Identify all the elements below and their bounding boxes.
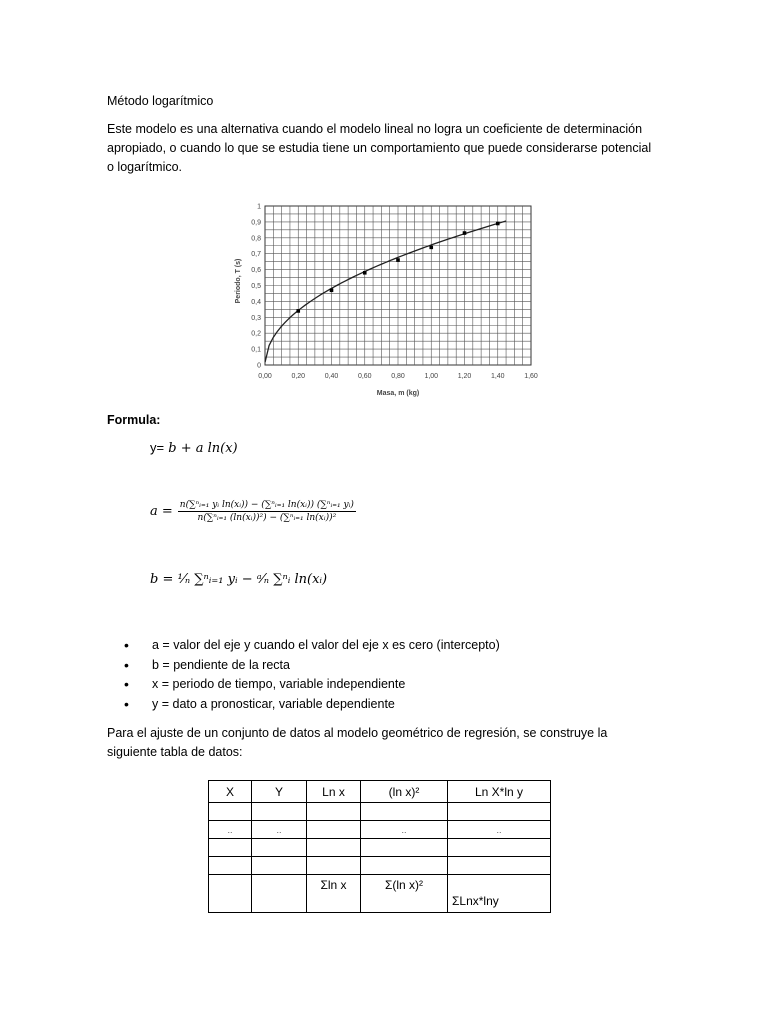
chart-grid: [265, 206, 531, 365]
y-tick-label: 0,1: [251, 346, 261, 354]
ellipsis-cell: ..: [361, 821, 448, 839]
table-row: [209, 857, 551, 875]
list-item: • y = dato a pronosticar, variable dependiente: [124, 695, 500, 715]
x-tick-label: 1,40: [490, 373, 505, 380]
y-tick-label: 1: [257, 203, 261, 211]
header-ln-x-squared: (ln x)²: [361, 781, 448, 803]
formula-a-denominator: n(∑ⁿᵢ₌₁ (ln(xᵢ))²) − (∑ⁿᵢ₌₁ ln(xᵢ))²: [197, 513, 337, 523]
data-point: [330, 288, 334, 292]
y-tick-label: 0,2: [251, 330, 261, 338]
section-title: Método logarítmico: [107, 94, 214, 108]
header-x: X: [209, 781, 252, 803]
data-point: [396, 258, 400, 262]
x-tick-label: 0,20: [291, 373, 306, 380]
intro-line: o logarítmico.: [107, 160, 183, 174]
intro-paragraph: [107, 120, 667, 177]
y-tick-label: 0,5: [251, 283, 261, 290]
x-tick-label: 0,40: [324, 373, 339, 380]
y-tick-label: 0,3: [251, 314, 261, 322]
formula-b: b = ¹⁄ₙ ∑ⁿᵢ₌₁ yᵢ − ᵃ⁄ₙ ∑ⁿᵢ ln(xᵢ): [150, 572, 328, 587]
data-point: [363, 271, 367, 275]
y-tick-label: 0: [257, 362, 261, 370]
list-item: • a = valor del eje y cuando el valor del eje x es cero (intercepto): [124, 636, 500, 656]
ellipsis-cell: ..: [209, 821, 252, 839]
x-tick-label: 0,60: [357, 373, 372, 380]
data-point: [463, 231, 467, 235]
table-row: [209, 821, 551, 839]
x-tick-label: 1,00: [424, 373, 439, 380]
formula-a-lhs: a =: [150, 504, 173, 519]
formula-a: [150, 500, 356, 523]
sum-lnx-lny: ΣLnx*lny: [448, 875, 551, 913]
data-point: [496, 222, 500, 226]
period-mass-chart: [227, 196, 552, 398]
list-item: • x = periodo de tiempo, variable independiente: [124, 675, 500, 695]
y-tick-label: 0,8: [251, 235, 261, 243]
data-point: [296, 309, 300, 313]
variable-definitions-list: [124, 636, 500, 714]
sum-ln-x: Σln x: [307, 875, 361, 913]
table-row: [209, 803, 551, 821]
formula-y: [150, 440, 238, 456]
formula-y-body: b + a ln(x): [168, 441, 238, 456]
list-item: • b = pendiente de la recta: [124, 656, 500, 676]
y-axis-label: Periodo, T (s): [235, 258, 242, 304]
x-tick-label: 0,80: [391, 373, 405, 380]
y-tick-label: 0,6: [251, 267, 261, 275]
y-tick-label: 0,7: [251, 251, 261, 259]
table-intro-line: siguiente tabla de datos:: [107, 745, 243, 759]
x-tick-label: 1,20: [457, 373, 472, 380]
table-header-row: [209, 781, 551, 803]
formula-a-numerator: n(∑ⁿᵢ₌₁ yᵢ ln(xᵢ)) − (∑ⁿᵢ₌₁ ln(xᵢ)) (∑ⁿᵢ₌₁ yᵢ): [179, 500, 354, 510]
data-point: [429, 246, 433, 250]
y-tick-label: 0,4: [251, 298, 261, 306]
data-table: [208, 780, 551, 913]
sum-ln-x-squared: Σ(ln x)²: [361, 875, 448, 913]
header-ln-x: Ln x: [307, 781, 361, 803]
table-intro-line: Para el ajuste de un conjunto de datos al modelo geométrico de regresión, se construye la: [107, 726, 608, 740]
formula-a-fraction: [178, 500, 356, 523]
intro-line: apropiado, o cuando lo que se estudia tiene un comportamiento que puede considerarse potencial: [107, 141, 652, 155]
header-lnx-lny: Ln X*ln y: [448, 781, 551, 803]
x-tick-label: 0,00: [258, 373, 272, 380]
intro-line: Este modelo es una alternativa cuando el modelo lineal no logra un coeficiente de determinación: [107, 122, 643, 136]
ellipsis-cell: ..: [252, 821, 307, 839]
x-axis-label: Masa, m (kg): [376, 390, 420, 397]
formula-y-prefix: y=: [150, 440, 165, 455]
x-tick-label: 1,60: [524, 373, 538, 380]
table-intro: [107, 724, 667, 762]
y-tick-labels: [251, 204, 261, 370]
formula-heading: Formula:: [107, 413, 161, 427]
table-sum-row: [209, 875, 551, 913]
ellipsis-cell: ..: [448, 821, 551, 839]
header-y: Y: [252, 781, 307, 803]
x-tick-labels: [258, 373, 538, 380]
y-tick-label: 0,9: [251, 219, 261, 227]
table-row: [209, 839, 551, 857]
